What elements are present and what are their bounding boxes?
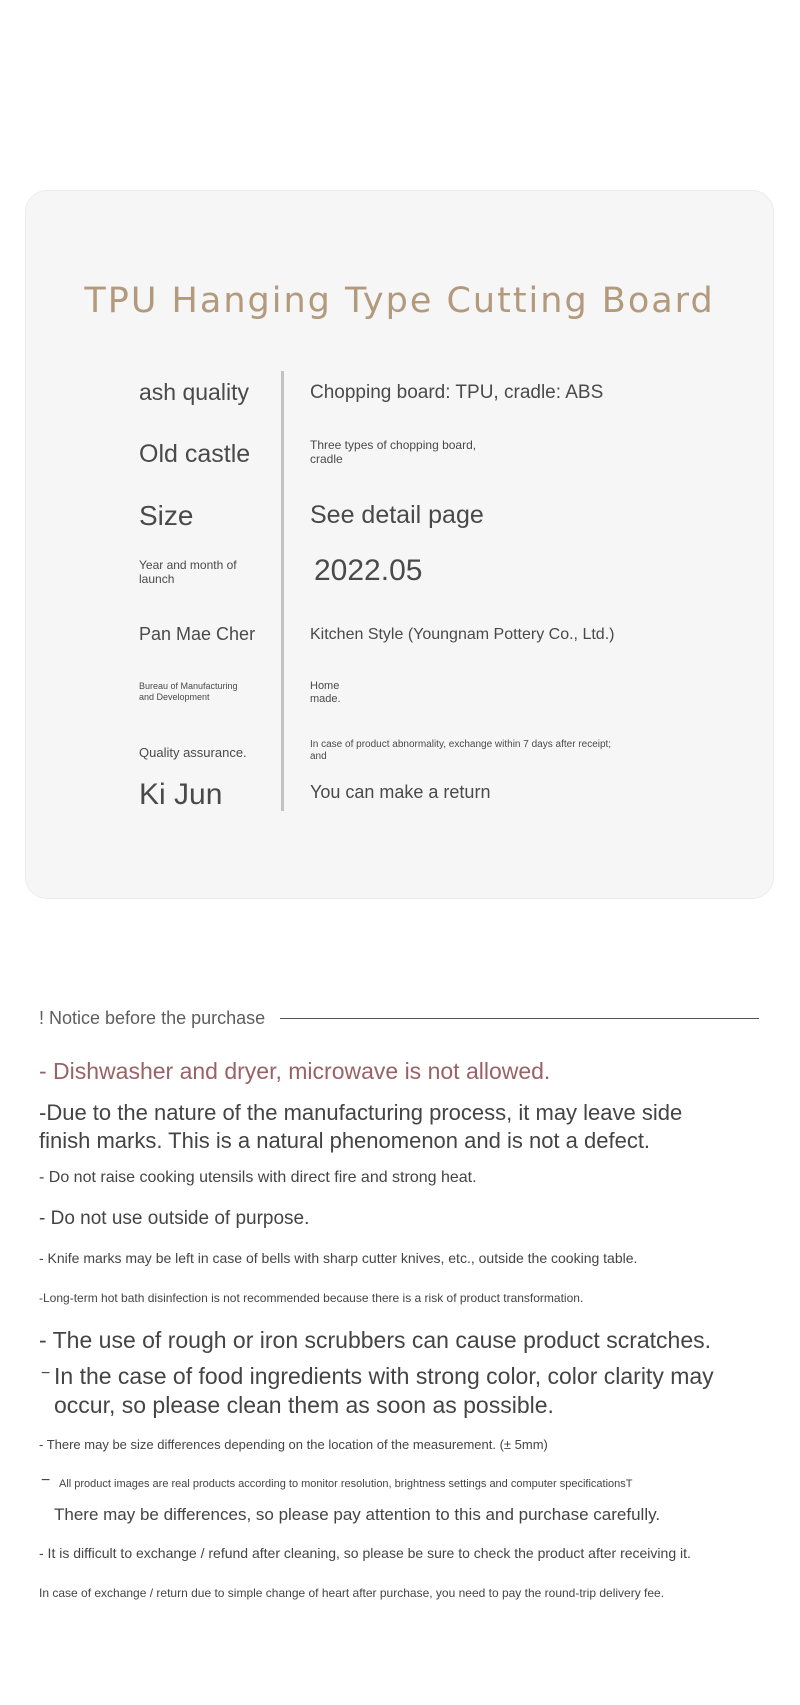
notice-divider — [280, 1018, 759, 1019]
spec-label-material: ash quality — [139, 379, 249, 405]
notice-item-strong-color: In the case of food ingredients with strong color, color clarity may occur, so please clean them as soon as possible. — [54, 1363, 714, 1418]
bullet-dash: − — [41, 1365, 51, 1382]
notice-item-direct-fire: - Do not raise cooking utensils with direct fire and strong heat. — [39, 1169, 477, 1186]
spec-value-size: See detail page — [310, 501, 484, 529]
spec-label-quality-assurance: Quality assurance. — [139, 745, 247, 760]
spec-value-components: Three types of chopping board, cradle — [310, 438, 477, 467]
notice-item-scrubbers: - The use of rough or iron scrubbers can cause product scratches. — [39, 1327, 712, 1353]
spec-label-standard: Ki Jun — [139, 778, 223, 811]
spec-label-seller: Pan Mae Cher — [139, 624, 256, 644]
notice-item-finish-marks: -Due to the nature of the manufacturing process, it may leave side finish marks. This is a natural phenomenon and is not a defect. — [39, 1100, 683, 1153]
spec-value-material: Chopping board: TPU, cradle: ABS — [310, 382, 604, 403]
notice-header: ! Notice before the purchase — [39, 1008, 266, 1028]
spec-card — [25, 190, 774, 899]
spec-value-launch-date: 2022.05 — [314, 554, 423, 587]
spec-label-components: Old castle — [139, 440, 251, 468]
spec-divider — [281, 371, 284, 811]
spec-value-seller: Kitchen Style (Youngnam Pottery Co., Ltd.) — [310, 626, 615, 643]
notice-item-differences: There may be differences, so please pay attention to this and purchase carefully. — [54, 1505, 661, 1524]
notice-item-knife-marks: - Knife marks may be left in case of bells with sharp cutter knives, etc., outside the cooking table. — [39, 1250, 638, 1266]
notice-item-exchange-refund: - It is difficult to exchange / refund after cleaning, so please be sure to check the product after receiving it. — [39, 1545, 691, 1561]
spec-label-manufacturer: Bureau of Manufacturing and Development — [139, 681, 238, 702]
notice-item-images: All product images are real products according to monitor resolution, brightness settings and computer specificationsT — [59, 1478, 633, 1490]
spec-value-standard: You can make a return — [310, 782, 491, 802]
notice-item-purpose: - Do not use outside of purpose. — [39, 1208, 310, 1229]
notice-item-size-difference: - There may be size differences depending on the location of the measurement. (± 5mm) — [39, 1437, 548, 1452]
spec-label-size: Size — [139, 500, 194, 531]
notice-item-hot-bath: -Long-term hot bath disinfection is not recommended because there is a risk of product transformation. — [39, 1291, 584, 1305]
spec-value-quality-assurance: In case of product abnormality, exchange within 7 days after receipt; and — [310, 739, 612, 762]
spec-title: TPU Hanging Type Cutting Board — [84, 281, 715, 321]
notice-item-dishwasher: - Dishwasher and dryer, microwave is not allowed. — [39, 1058, 551, 1084]
spec-value-manufacturer: Home made. — [310, 680, 341, 706]
notice-item-delivery-fee: In case of exchange / return due to simple change of heart after purchase, you need to pay the round-trip delivery fee. — [39, 1586, 665, 1600]
bullet-dash: − — [41, 1472, 51, 1489]
spec-label-launch-date: Year and month of launch — [139, 558, 237, 587]
